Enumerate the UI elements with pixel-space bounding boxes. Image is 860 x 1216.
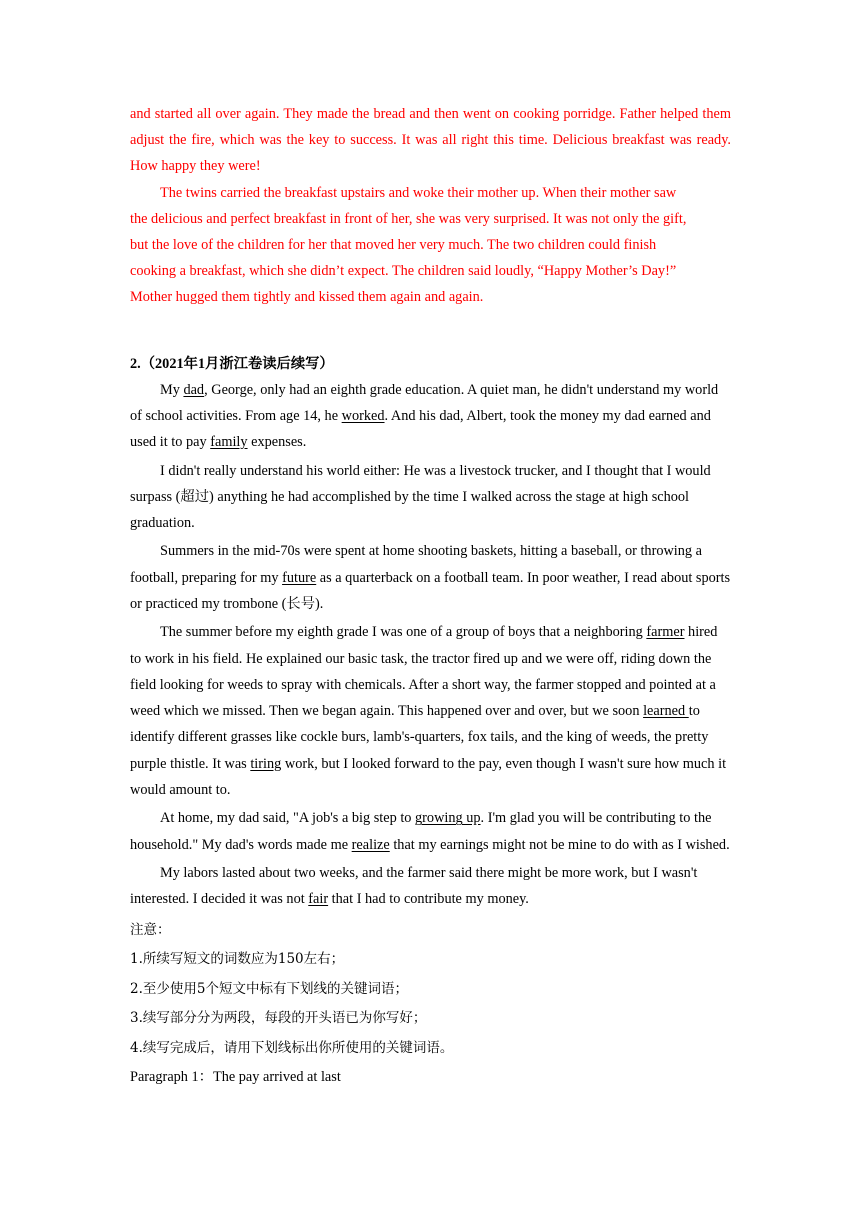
paragraph-1-prompt: Paragraph 1：The pay arrived at last [130,1069,341,1086]
key-word: growing up [415,810,481,827]
passage-text: Summers in the mid-70s were spent at home shooting baskets, hitting a baseball, or throwing a football, preparing for my [130,543,702,586]
passage-text: My labors lasted about two weeks, and the farmer said there might be more work, but I wasn't interested. I decided it was not [130,864,698,908]
document-content [130,101,731,1093]
passage-text: expenses. [247,434,307,451]
passage-text: . And his dad, Albert, took the money my dad earned and used it to pay [130,407,711,451]
answer-paragraph-1 [130,101,731,180]
key-word: realize [351,836,390,853]
key-word: farmer [646,624,685,641]
passage-text: that I had to contribute my money. [328,891,529,908]
answer-line: The twins carried the breakfast upstairs and woke their mother up. When their mother saw [160,184,677,201]
passage-text: hired to work in his field. He explained our basic task, the tractor fired up and we were off, riding down the field looking for weeds to spray with chemicals. After a short way, the farmer stopped and pointed at a weed which we missed. Then we began again. This happened over and over, but we soon [130,624,718,720]
key-word: family [210,434,248,451]
answer-line: Mother hugged them tightly and kissed them again and again. [130,289,484,306]
answer-line: and started all over again. They made the bread and then went on cooking porridge. Father helped [130,106,699,122]
passage-text: At home, my dad said, "A job's a big step to [160,810,416,827]
answer-line: but the love of the children for her that moved her very much. The two children could finish [130,237,657,254]
passage-paragraph [130,619,731,803]
passage-paragraph [130,458,731,537]
key-word: fair [308,891,329,908]
key-word: tiring [250,755,282,772]
passage-text: that my earnings might not be mine to do with as I wished. [389,836,730,853]
passage-paragraph [130,805,731,858]
passage-paragraph [130,538,731,617]
answer-line: was ready. How happy they were! [130,132,731,175]
passage-text: The summer before my eighth grade I was one of a group of boys that a neighboring [160,624,647,641]
answer-line: the delicious and perfect breakfast in front of her, she was very surprised. It was not only the gift, [130,210,687,227]
passage-paragraph [130,377,731,456]
passage-text: to identify different grasses like cockle burs, lamb's-quarters, fox tails, and the king of weeds, the pretty purple thistle. It was [130,703,709,772]
passage-text: I didn't really understand his world either: He was a livestock trucker, and I thought that I would surpass (超过) anything he had accomplished by the time I walked across the stage at high school graduation. [130,462,711,532]
passage-paragraph [130,860,731,913]
passage-text: My [160,381,184,398]
notes-title: 注意： [130,921,171,938]
key-word: future [282,569,317,586]
answer-line: cooking a breakfast, which she didn’t expect. The children said loudly, “Happy Mother’s Day!” [130,263,677,280]
passage-text: as a quarterback on a football team. In poor weather, I read about sports or practiced my trombone (长号). [130,569,731,612]
key-word: learned [643,703,689,720]
answer-paragraph-2 [130,180,731,311]
note-item: 3.续写部分分为两段，每段的开头语已为你写好； [130,1010,427,1027]
note-item: 1.所续写短文的词数应为150左右； [130,951,345,968]
passage-text: work, but I looked forward to the pay, even though I wasn't sure how much it would amount to. [130,755,727,799]
key-word: dad [183,381,205,398]
note-item: 4.续写完成后，请用下划线标出你所使用的关键词语。 [130,1039,454,1056]
passage-text: , George, only had an eighth grade education. A quiet man, he didn't understand my world of school activities. From age 14, he [130,381,719,424]
instructions [130,916,731,1093]
sample-answer-ending [130,101,731,311]
passage [130,377,731,913]
question-heading: 2.（2021年1月浙江卷读后续写） [130,355,334,372]
key-word: worked [341,407,385,424]
passage-text: . I'm glad you will be contributing to the household." My dad's words made me [130,810,712,853]
note-item: 2.至少使用5个短文中标有下划线的关键词语； [130,980,408,997]
answer-line: them adjust the fire, which was the key to success. It was all right this time. Delicious breakfast [130,106,731,149]
